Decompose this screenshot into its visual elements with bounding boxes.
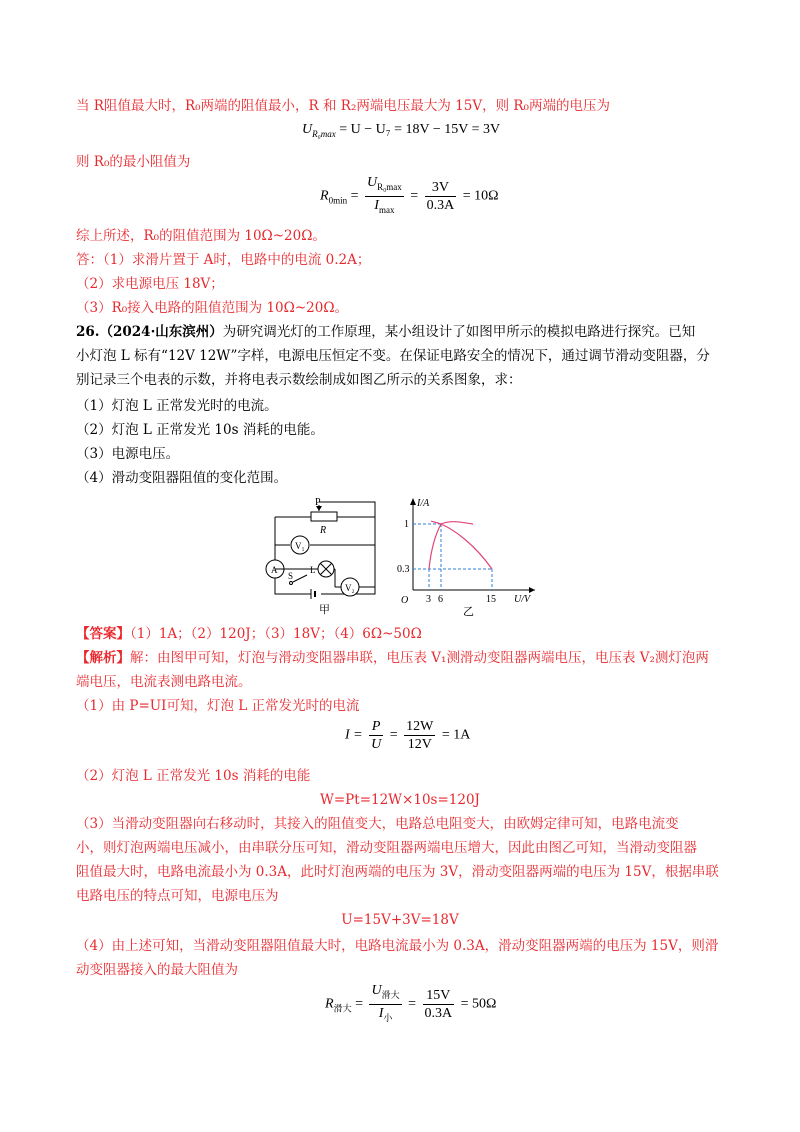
answer-tag: 【答案】 [76,626,130,642]
caption-jia: 甲 [319,604,330,616]
analysis-tag: 【解析】 [76,650,130,666]
guide-lines [413,524,492,590]
analysis-part-4a: （4）由上述可知，当滑动变阻器阻值最大时，电路电流最小为 0.3A，滑动变阻器两端的电压为 15V，则滑 [76,938,719,954]
sub-question-2: （2）灯泡 L 正常发光 10s 消耗的电能。 [76,422,324,438]
eq-i-den: U [371,737,382,752]
eq2-den1: I [374,197,379,213]
prev-answer-1: 答：（1）求滑片置于 A时，电路中的电流 0.2A； [76,252,371,268]
eq-r-lhs-sub: 滑大 [333,1003,352,1014]
eq2-num2: 3V [425,179,457,197]
y-tick-0.3: 0.3 [397,564,410,575]
eq2-lhs: R [320,188,329,204]
eq1-lhs-sub: R₀max [312,128,336,139]
label-l: L [310,565,316,575]
eq2-frac-1 [365,174,404,219]
sub-question-3: （3）电源电压。 [76,446,180,462]
analysis-part-2: （2）灯泡 L 正常发光 10s 消耗的电能 [76,768,311,784]
iu-graph [395,490,540,618]
eq-i-result: = 1A [441,727,471,743]
label-v2: V₂ [345,583,355,593]
eq-r-result: = 50Ω [460,996,497,1012]
x-axis-label: U/V [514,594,531,605]
equation-r0min: $R_{0min}$ = $\frac{U_{R_0max}}{I_{max}}$ = $\frac{3V}{0.3A}$ = 10Ω [320,174,499,219]
y-axis-arrow [410,498,416,505]
eq2-num1: U [366,175,378,190]
eq2-num1-sub: R₀max [377,181,402,192]
y-axis-label: I/A [417,498,430,509]
equation-energy: W=Pt=12W×10s=120J [320,792,480,808]
eq-i-den2: 12V [407,737,432,752]
circuit-diagram [255,497,385,617]
prev-answer-3: （3）R₀接入电路的阻值范围为 10Ω~20Ω。 [76,300,349,316]
analysis-part-3b: 小，则灯泡两端电压减小，由串联分压可知，滑动变阻器两端电压增大，因此由图乙可知，当滑动变阻器 [76,840,697,856]
sub-question-1: （1）灯泡 L 正常发光时的电流。 [76,398,278,414]
x-tick-6: 6 [438,594,443,605]
analysis-part-3d: 电路电压的特点可知，电源电压为 [76,888,279,904]
origin-label: O [401,595,409,606]
eq-r-den: I [378,1005,384,1021]
analysis-part-4b: 动变阻器接入的最大阻值为 [76,962,238,978]
equation-voltage: U=15V+3V=18V [341,912,459,928]
prev-solution-summary: 综上所述，R₀的阻值范围为 10Ω~20Ω。 [76,228,326,244]
rheostat [311,512,337,521]
equation-current: I = $\frac{P}{U}$ = $\frac{12W}{12V}$ = 1A [345,719,471,752]
eq1-lhs: U [302,122,313,137]
equation-u-r0max [302,122,500,139]
label-r: R [320,525,327,536]
prev-solution-line-2: 则 R₀的最小阻值为 [76,154,191,170]
analysis-part-1: （1）由 P=UI可知，灯泡 L 正常发光时的电流 [76,698,360,714]
caption-yi: 乙 [463,606,474,618]
eq-i-lhs: I = [345,727,363,743]
eq2-den2: 0.3A [426,197,455,213]
eq2-result: = 10Ω [462,188,499,204]
eq1-rhs: = U − U₇ = 18V − 15V = 3V [339,122,501,137]
eq2-den1-sub: max [378,204,395,215]
question-text-2: 小灯泡 L 标有“12V 12W”字样，电源电压恒定不变。在保证电路安全的情况下，通过调节滑动变阻器，分 [76,348,710,364]
label-a: A [271,565,278,575]
eq-i-num2: 12W [406,719,434,734]
question-number: 26. [76,324,100,340]
x-tick-3: 3 [426,594,431,605]
eq-i-num: P [369,718,383,736]
eq-r-den-sub: 小 [383,1012,393,1023]
eq-r-num-sub: 滑大 [381,989,400,1000]
sub-question-4: （4）滑动变阻器阻值的变化范围。 [76,470,288,486]
eq2-frac-2 [425,179,457,214]
eq-r-lhs: R [325,996,334,1012]
y-tick-1: 1 [404,519,409,530]
prev-answer-2: （2）求电源电压 18V； [76,276,224,292]
analysis-part-3a: （3）当滑动变阻器向右移动时，其接入的阻值变大，电路总电阻变大，由欧姆定律可知，电路电流变 [76,816,679,832]
eq-r-frac-1 [369,982,401,1027]
switch-blade [293,575,307,582]
analysis-text-2: 端电压，电流表测电路电流。 [76,674,252,690]
label-p: P [315,497,321,508]
x-axis-arrow [529,587,535,593]
analysis-part-3c: 阻值最大时，电路电流最小为 0.3A，此时灯泡两端的电压为 3V，滑动变阻器两端的电压为 15V，根据串联 [76,864,719,880]
x-tick-15: 15 [486,594,496,605]
answer-text: （1）1A；（2）120J；（3）18V；（4）6Ω~50Ω [130,626,422,642]
eq2-lhs-sub: 0min [328,195,348,206]
eq-i-frac-1 [369,718,383,753]
question-source: （2024·山东滨州） [99,324,223,340]
label-v1: V₁ [295,541,305,551]
analysis-text-1: 解：由图甲可知，灯泡与滑动变阻器串联，电压表 V₁测滑动变阻器两端电压，电压表 V₂测灯泡两 [130,650,709,666]
question-26-line-1 [76,322,695,342]
eq-r-num: U [371,983,382,998]
eq-r-den2: 0.3A [424,1005,453,1021]
rheostat-curve [431,521,492,569]
question-text-3: 别记录三个电表的示数，并将电表示数绘制成如图乙所示的关系图象，求： [76,372,522,388]
eq-i-frac-2 [404,718,435,753]
eq-r-num2: 15V [423,987,455,1005]
label-s: S [288,571,294,581]
equation-rmax: $R_{滑大}$ = $\frac{U_{滑大}}{I_小}$ = $\frac{15V}{0.3A}$ = 50Ω [325,982,496,1027]
question-text-1: 为研究调光灯的工作原理，某小组设计了如图甲所示的模拟电路进行探究。已知 [222,324,696,340]
prev-solution-line-1: 当 R阻值最大时，R₀两端的阻值最小，R 和 R₂两端电压最大为 15V，则 R₀两端的电压为 [76,98,610,114]
eq-r-frac-2 [423,987,455,1022]
analysis-line-1 [76,648,709,668]
answer-line [76,624,422,644]
